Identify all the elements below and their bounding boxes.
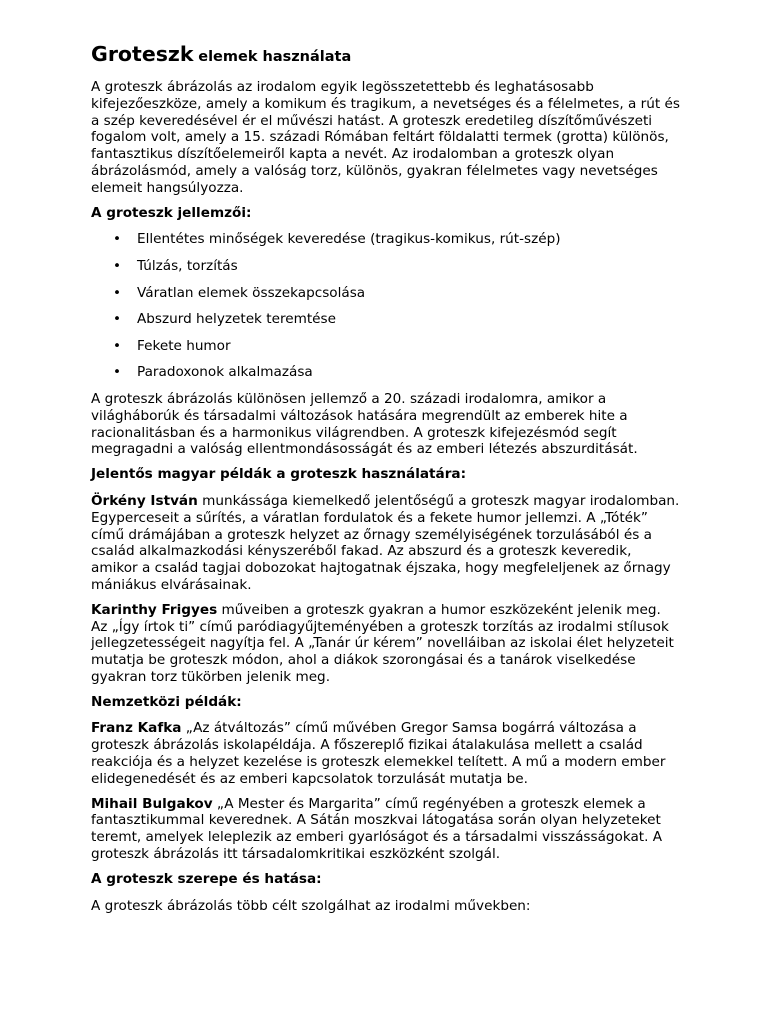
list-item bbox=[91, 338, 681, 365]
list-item bbox=[91, 231, 681, 258]
paragraph-text: munkássága kiemelkedő jelentőségű a groteszk magyar irodalomban. Egyperceseit a sűrítés, a váratlan fordulatok és a fekete humor jellemzi. A „Tóték” című drámájában a groteszk helyzet az őrnagy személyiségének torzulásából és a család alkalmazkodási kényszeréből fakad. Az abszurd és a groteszk keveredik, amikor a család tagjai dobozokat hajtogatnak éjszaka, hogy megfeleljenek az őrnagy mániákus elvárásainak. bbox=[91, 492, 680, 593]
list-item-text: Abszurd helyzetek teremtése bbox=[137, 311, 336, 328]
international-examples-heading: Nemzetközi példák: bbox=[91, 693, 242, 710]
role-heading: A groteszk szerepe és hatása: bbox=[91, 870, 322, 887]
hungarian-examples-heading: Jelentős magyar példák a groteszk használatára: bbox=[91, 466, 467, 483]
author-name: Örkény István bbox=[91, 492, 198, 509]
list-item-text: Túlzás, torzítás bbox=[137, 257, 238, 274]
bulgakov-paragraph bbox=[91, 796, 681, 863]
bullet-icon: • bbox=[113, 284, 122, 301]
author-name: Karinthy Frigyes bbox=[91, 601, 218, 618]
list-item bbox=[91, 311, 681, 338]
list-item bbox=[91, 285, 681, 312]
list-item-text: Fekete humor bbox=[137, 337, 231, 354]
features-list bbox=[91, 231, 681, 391]
list-item bbox=[91, 364, 681, 391]
paragraph-text: műveiben a groteszk gyakran a humor eszközeként jelenik meg. Az „Így írtok ti” című paródiagyűjteményében a groteszk torzítás az irodalmi stílusok jellegzetességeit nagyítja fel. A „Tanár úr kérem” novelláiban az iskolai élet helyzeteit mutatja be groteszk módon, ahol a diákok szorongásai és a tanárok viselkedése gyakran torz tükörben jelenik meg. bbox=[91, 601, 674, 685]
page-title bbox=[91, 40, 681, 71]
bullet-icon: • bbox=[113, 364, 122, 381]
list-item-text: Paradoxonok alkalmazása bbox=[137, 364, 313, 381]
list-item-text: Ellentétes minőségek keveredése (tragikus-komikus, rút-szép) bbox=[137, 231, 561, 248]
list-item bbox=[91, 258, 681, 285]
features-heading: A groteszk jellemzői: bbox=[91, 204, 252, 221]
bullet-icon: • bbox=[113, 311, 122, 328]
document-page bbox=[91, 40, 681, 922]
paragraph-text: „A Mester és Margarita” című regényében a groteszk elemek a fantasztikummal keverednek. A Sátán moszkvai látogatása során olyan helyzeteket teremt, amelyek leleplezik az emberi gyarlóságot és a társadalmi visszásságokat. A groteszk ábrázolás itt társadalomkritikai eszközként szolgál. bbox=[91, 795, 663, 863]
intro-paragraph: A groteszk ábrázolás az irodalom egyik legösszetettebb és leghatásosabb kifejezőeszköze, amely a komikum és tragikum, a nevetséges és a félelmetes, a rút és a szép keveredésével ér el művészi hatást. A groteszk eredetileg díszítőművészeti fogalom volt, amely a 15. századi Rómában feltárt földalatti termek (grotta) különös, fantasztikus díszítőelemeiről kapta a nevét. Az irodalomban a groteszk olyan ábrázolásmód, amely a valóság torz, különös, gyakran félelmetes vagy nevetséges elemeit hangsúlyozza. bbox=[91, 79, 680, 196]
title-main: Groteszk bbox=[91, 42, 194, 66]
paragraph-text: „Az átváltozás” című művében Gregor Samsa bogárrá változása a groteszk ábrázolás iskolapéldája. A főszereplő fizikai átalakulása mellett a család reakciója és a helyzet kezelése is groteszk elemekkel telített. A mű a modern ember elidegenedését és az emberi kapcsolatok torzulását mutatja be. bbox=[91, 720, 666, 787]
author-name: Mihail Bulgakov bbox=[91, 795, 213, 812]
karinthy-paragraph bbox=[91, 602, 681, 686]
twentieth-century-paragraph: A groteszk ábrázolás különösen jellemző a 20. századi irodalomra, amikor a világháborúk és társadalmi változások hatására megrendült az emberek hite a racionalitásban és a harmonikus világrendben. A groteszk kifejezésmód segít megragadni a valóság ellentmondásosságát és az emberi létezés abszurditását. bbox=[91, 390, 638, 458]
orkeny-paragraph bbox=[91, 493, 681, 594]
list-item-text: Váratlan elemek összekapcsolása bbox=[137, 284, 366, 301]
bullet-icon: • bbox=[113, 257, 122, 274]
kafka-paragraph bbox=[91, 720, 681, 787]
bullet-icon: • bbox=[113, 337, 122, 354]
bullet-icon: • bbox=[113, 231, 122, 248]
role-paragraph: A groteszk ábrázolás több célt szolgálhat az irodalmi művekben: bbox=[91, 897, 531, 914]
title-sub: elemek használata bbox=[198, 49, 352, 65]
author-name: Franz Kafka bbox=[91, 720, 182, 737]
